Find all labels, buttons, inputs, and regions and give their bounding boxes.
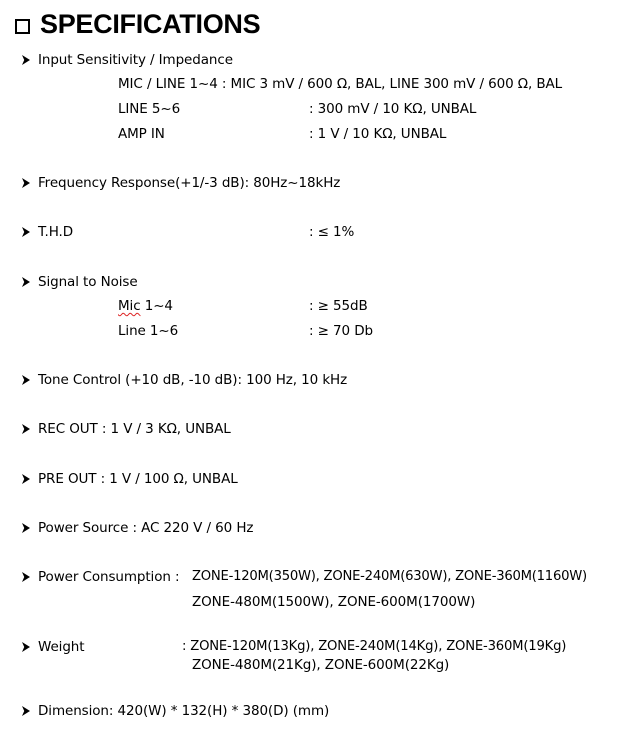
- arrow-bullet-icon: [22, 277, 30, 287]
- arrow-bullet-icon: [22, 55, 30, 65]
- page-title: [15, 6, 260, 42]
- arrow-bullet-icon: [22, 375, 30, 385]
- arrow-bullet-icon: [22, 706, 30, 716]
- spec-row-line-5-6: [118, 100, 618, 118]
- spec-value: : 1 V / 10 KΩ, UNBAL: [309, 126, 447, 142]
- arrow-bullet-icon: [22, 178, 30, 188]
- arrow-bullet-icon: [22, 642, 30, 652]
- spec-name: [118, 298, 173, 314]
- weight-line2: ZONE-480M(21Kg), ZONE-600M(22Kg): [192, 657, 450, 673]
- spec-name: AMP IN: [118, 126, 165, 142]
- arrow-bullet-icon: [22, 424, 30, 434]
- spec-text: MIC / LINE 1~4 : MIC 3 mV / 600 Ω, BAL, LINE 300 mV / 600 Ω, BAL: [118, 76, 563, 92]
- spec-value: : ≥ 70 Db: [309, 323, 373, 339]
- frequency-response-text: Frequency Response(+1/-3 dB): 80Hz~18kHz: [38, 175, 341, 191]
- power-consumption-line2-row: [192, 593, 475, 611]
- spec-row-amp-in: [118, 125, 618, 143]
- spec-row-mic-line: [118, 75, 562, 93]
- spellcheck-word: Mic: [118, 298, 141, 314]
- thd-label: T.H.D: [38, 224, 74, 240]
- arrow-bullet-icon: [22, 474, 30, 484]
- title-text: SPECIFICATIONS: [40, 9, 261, 39]
- power-source-text: Power Source : AC 220 V / 60 Hz: [38, 520, 254, 536]
- spec-name-suffix: 1~4: [140, 298, 173, 314]
- input-sensitivity-label: Input Sensitivity / Impedance: [38, 52, 233, 68]
- spec-name: Line 1~6: [118, 323, 179, 339]
- arrow-bullet-icon: [22, 227, 30, 237]
- thd-value: : ≤ 1%: [309, 224, 355, 240]
- arrow-bullet-icon: [22, 572, 30, 582]
- pre-out-text: PRE OUT : 1 V / 100 Ω, UNBAL: [38, 471, 238, 487]
- spec-value: : ≥ 55dB: [309, 298, 368, 314]
- signal-to-noise-label: Signal to Noise: [38, 274, 138, 290]
- weight-label: Weight: [38, 639, 85, 655]
- spec-name: LINE 5~6: [118, 101, 181, 117]
- rec-out-text: REC OUT : 1 V / 3 KΩ, UNBAL: [38, 421, 231, 437]
- spec-row-line-1-6: [118, 322, 618, 340]
- power-consumption-label: Power Consumption :: [38, 569, 180, 585]
- power-consumption-line2: ZONE-480M(1500W), ZONE-600M(1700W): [192, 594, 476, 610]
- power-consumption-line1: ZONE-120M(350W), ZONE-240M(630W), ZONE-360M(1160W): [192, 569, 587, 584]
- spec-value: : 300 mV / 10 KΩ, UNBAL: [309, 101, 477, 117]
- weight-line2-row: [192, 656, 449, 674]
- checkbox-square-icon: [15, 19, 30, 34]
- spec-row-mic-1-4: [118, 297, 618, 315]
- arrow-bullet-icon: [22, 523, 30, 533]
- tone-control-text: Tone Control (+10 dB, -10 dB): 100 Hz, 10 kHz: [38, 372, 348, 388]
- weight-line1: : ZONE-120M(13Kg), ZONE-240M(14Kg), ZONE-360M(19Kg): [182, 639, 567, 654]
- dimension-text: Dimension: 420(W) * 132(H) * 380(D) (mm): [38, 703, 330, 719]
